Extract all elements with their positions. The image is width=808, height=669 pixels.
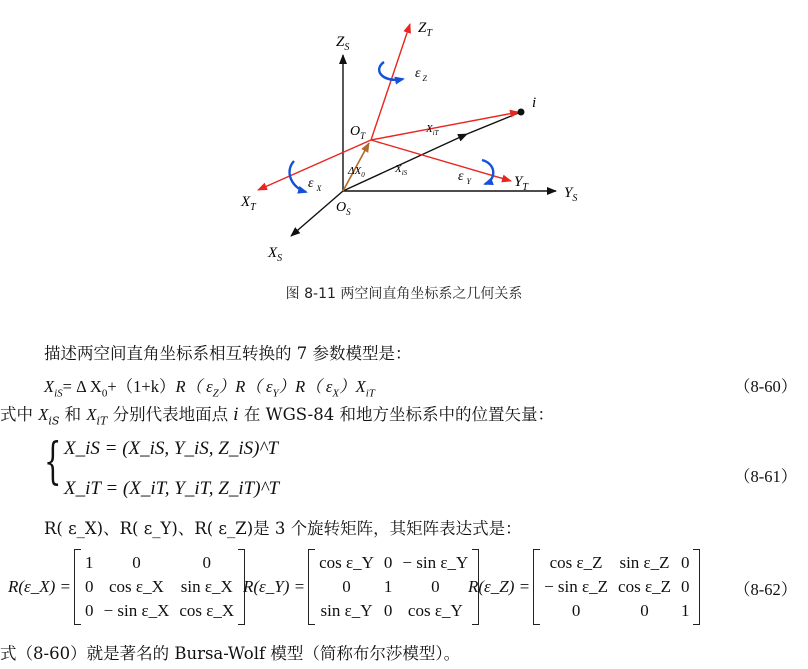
label-eps-x: ε $_X$ [308, 176, 322, 193]
label-ot: $O_T$ [350, 124, 366, 141]
matrix-ry-cell: − sin ε_Y [402, 553, 469, 572]
matrix-rz-label: R(ε_Z) = [468, 577, 531, 596]
matrix-ry-left-bracket [308, 549, 315, 625]
equation-number-8-62: （8-62） [734, 580, 798, 599]
matrix-rz-cell: − sin ε_Z [544, 577, 609, 596]
equation-8-61-brace: { [44, 432, 62, 490]
matrix-rx-cell: 0 [85, 601, 94, 620]
matrix-rx [8, 549, 245, 625]
label-xt: $X_T$ [241, 194, 256, 213]
matrix-rx-cell: cos ε_X [109, 577, 164, 596]
matrix-rz [468, 549, 700, 625]
label-zt: $Z_T$ [418, 20, 432, 39]
matrix-rx-left-bracket [74, 549, 81, 625]
equation-number-8-61: （8-61） [734, 467, 798, 486]
label-eps-y: ε $_Y$ [458, 169, 471, 186]
matrix-rz-cell: 0 [680, 577, 690, 596]
matrix-rx-cell: 1 [85, 553, 94, 572]
figure-caption: 图 8-11 两空间直角坐标系之几何关系 [285, 286, 523, 302]
matrix-rz-right-bracket [693, 549, 700, 625]
matrix-rx-cell: 0 [85, 577, 94, 596]
matrix-rz-cell: 1 [680, 601, 690, 620]
label-xis: $X_{iS}$ [395, 163, 408, 177]
matrix-rx-cell: cos ε_X [179, 601, 235, 620]
matrix-ry-cell: 0 [383, 553, 393, 572]
matrix-rx-label: R(ε_X) = [8, 577, 72, 596]
label-yt: $Y_T$ [514, 174, 528, 193]
label-eps-z: ε $_Z$ [415, 66, 427, 83]
rotation-z-arrow [379, 62, 403, 80]
label-zs: $Z_S$ [336, 34, 350, 53]
matrix-ry-cell: 0 [431, 577, 440, 596]
matrix-rz-cell: 0 [571, 601, 581, 620]
rotation-matrix-paragraph: R( ε_X)、R( ε_Y)、R( ε_Z)是 3 个旋转矩阵，其矩阵表达式是： [44, 519, 522, 538]
matrix-ry-cell: sin ε_Y [320, 601, 373, 620]
xit-vector [371, 112, 519, 140]
matrix-rz-cell: cos ε_Z [618, 577, 671, 596]
equation-8-61-row-2: X_iT = (X_iT, Y_iT, Z_iT)^T [64, 478, 280, 499]
matrix-rz-cell: sin ε_Z [619, 553, 670, 572]
matrix-rx-cell: 0 [202, 553, 212, 572]
coordinate-figure [0, 0, 808, 280]
equation-8-60: $X_{iS}= \Delta$ $X_0+(1+k)R$（ $\varepsilon_Z)R$（ $\varepsilon_Y)R$（ $\varepsilon_X)X_{iT}$ [44, 377, 375, 400]
intro-paragraph: 描述两空间直角坐标系相互转换的 7 参数模型是： [44, 344, 412, 363]
vector-definition-paragraph: 式中 $X_{iS}$ 和 $X_{iT}$ 分别代表地面点 i 在 WGS-84 和地方坐标系中的位置矢量： [0, 405, 554, 428]
label-xs: $X_S$ [268, 245, 283, 264]
matrix-ry-cell: cos ε_Y [407, 601, 463, 620]
matrix-ry [243, 549, 479, 625]
label-xit: $X_{iT}$ [426, 123, 439, 137]
matrix-rx-cell: 0 [132, 553, 141, 572]
matrix-ry-cell: 1 [383, 577, 393, 596]
matrix-rz-cell: 0 [640, 601, 649, 620]
point-i-dot [518, 109, 525, 116]
rotation-x-arrow [290, 161, 306, 192]
xis-vector-tail [467, 112, 521, 134]
matrix-rx-cell: sin ε_X [180, 577, 233, 596]
closing-paragraph: 式（8-60）就是著名的 Bursa-Wolf 模型（简称布尔莎模型）。 [0, 644, 461, 663]
matrix-rx-cell: − sin ε_X [103, 601, 170, 620]
equation-8-61-row-1: X_iS = (X_iS, Y_iS, Z_iS)^T [64, 438, 279, 459]
matrix-ry-cell: cos ε_Y [319, 553, 374, 572]
matrix-rz-cell: 0 [680, 553, 690, 572]
matrix-rz-left-bracket [533, 549, 540, 625]
matrix-rz-cell: cos ε_Z [549, 553, 603, 572]
label-delta-x0: $\Delta X_0$ [348, 165, 365, 179]
label-point-i: i [532, 95, 537, 111]
matrix-ry-label: R(ε_Y) = [243, 577, 306, 596]
label-ys: $Y_S$ [564, 185, 578, 204]
matrix-ry-cell: 0 [383, 601, 393, 620]
zt-axis [371, 24, 410, 140]
label-os: $O_S$ [336, 200, 351, 217]
matrix-ry-cell: 0 [342, 577, 351, 596]
equation-number-8-60: （8-60） [734, 377, 798, 396]
rotation-y-arrow [482, 160, 493, 184]
